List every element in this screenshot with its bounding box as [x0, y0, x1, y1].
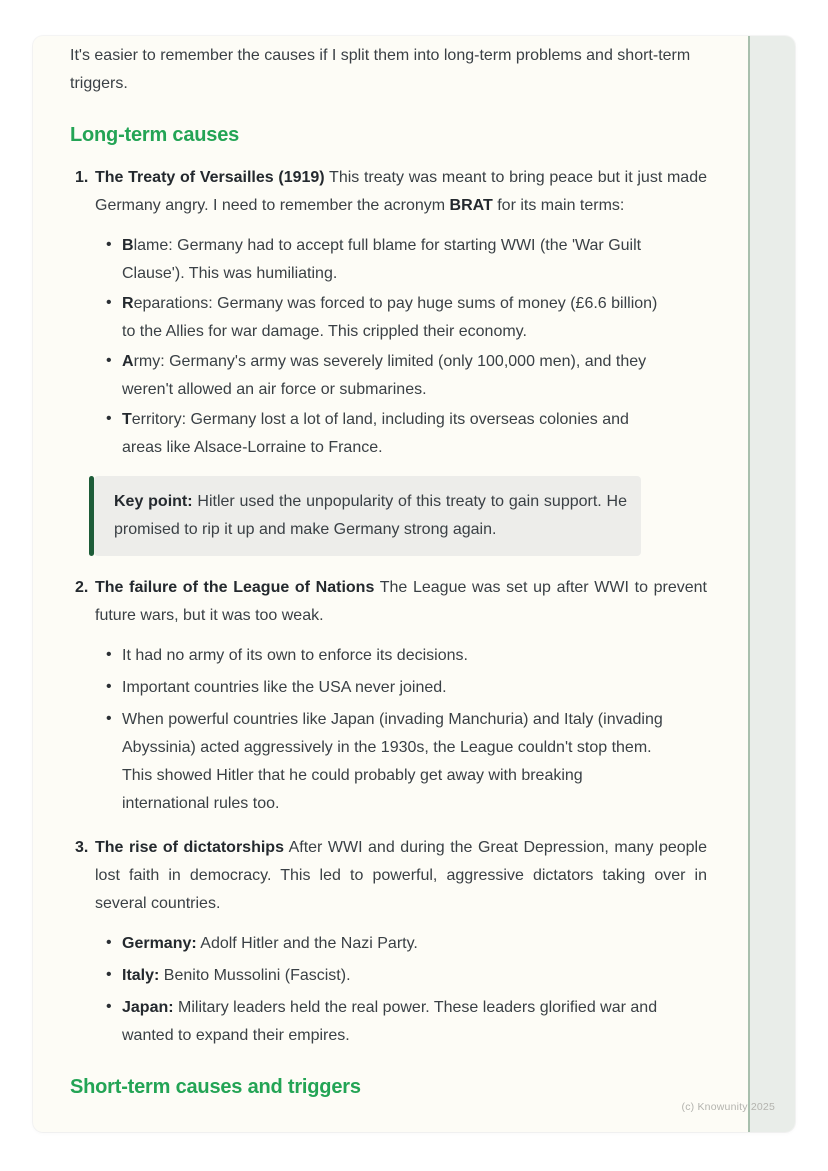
bullet-text: It had no army of its own to enforce its decisions. [122, 647, 468, 664]
document-card [33, 36, 795, 1132]
bullet-lead-bold: Germany: [122, 935, 197, 952]
bullet-lead-bold: T [122, 411, 132, 428]
bullet-dot: • [106, 236, 112, 253]
bullet-lead-bold: Japan: [122, 999, 174, 1016]
bullet-no-army [95, 642, 670, 670]
item-paragraph [95, 574, 707, 630]
bullet-lead-bold: A [122, 353, 134, 370]
item-number: 3. [75, 839, 89, 856]
keypoint-text: Hitler used the unpopularity of this treaty to gain support. He promised to rip it up and make Germany strong again. [114, 493, 627, 538]
list-item-rise-of-dictatorships [70, 834, 730, 1050]
list-item-treaty-of-versailles [70, 164, 730, 556]
bullet-dot: • [106, 410, 112, 427]
acronym-bold: BRAT [449, 197, 493, 214]
item-lead-bold: The Treaty of Versailles (1919) [95, 169, 325, 186]
keypoint-callout [89, 476, 641, 556]
bullet-italy [95, 962, 670, 990]
bullet-territory [95, 406, 670, 462]
item-text: After WWI and during the Great Depression, many people lost faith in democracy. This led to powerful, aggressive dictators taking over in several countries. [95, 839, 708, 912]
bullet-text: Adolf Hitler and the Nazi Party. [196, 935, 418, 952]
bullet-dot: • [106, 352, 112, 369]
bullet-usa-never-joined [95, 674, 670, 702]
bullet-dot: • [106, 998, 112, 1015]
brat-bullet-list [95, 232, 730, 462]
bullet-reparations [95, 290, 670, 346]
document-content [70, 42, 730, 1100]
heading-short-term-causes: Short-term causes and triggers [70, 1076, 361, 1098]
bullet-dot: • [106, 294, 112, 311]
bullet-army [95, 348, 670, 404]
item-lead-bold: The rise of dictatorships [95, 839, 284, 856]
page-side-band [748, 36, 795, 1132]
bullet-japan [95, 994, 670, 1050]
bullet-text: eparations: Germany was forced to pay huge sums of money (£6.6 billion) to the Allies for war damage. This crippled their economy. [122, 295, 658, 340]
keypoint-box [94, 476, 641, 556]
heading-long-term-causes: Long-term causes [70, 124, 240, 146]
bullet-text: Military leaders held the real power. These leaders glorified war and wanted to expand their empires. [122, 999, 658, 1044]
bullet-dot: • [106, 966, 112, 983]
bullet-lead-bold: Italy: [122, 967, 160, 984]
item-lead-bold: The failure of the League of Nations [95, 579, 375, 596]
bullet-dot: • [106, 678, 112, 695]
item-number: 1. [75, 169, 89, 186]
bullet-lead-bold: R [122, 295, 134, 312]
item-text: The League was set up after WWI to prevent future wars, but it was too weak. [95, 579, 707, 624]
bullet-text: rmy: Germany's army was severely limited (only 100,000 men), and they weren't allowed an air force or submarines. [122, 353, 647, 398]
item-number: 2. [75, 579, 89, 596]
bullet-text: erritory: Germany lost a lot of land, including its overseas colonies and areas like Alsace-Lorraine to France. [122, 411, 629, 456]
bullet-text: lame: Germany had to accept full blame for starting WWI (the 'War Guilt Clause'). This was humiliating. [122, 237, 642, 282]
bullet-text: Important countries like the USA never joined. [122, 679, 447, 696]
item-paragraph [95, 834, 707, 918]
dictators-bullet-list [95, 930, 730, 1050]
item-text: for its main terms: [492, 197, 625, 214]
bullet-text: Benito Mussolini (Fascist). [159, 967, 351, 984]
bullet-dot: • [106, 710, 112, 727]
bullet-blame [95, 232, 670, 288]
bullet-dot: • [106, 646, 112, 663]
numbered-list [70, 164, 730, 1050]
bullet-lead-bold: B [122, 237, 134, 254]
bullet-dot: • [106, 934, 112, 951]
bullet-text: When powerful countries like Japan (invading Manchuria) and Italy (invading Abyssinia) acted aggressively in the 1930s, the League couldn't stop them. This showed Hitler that he could probably get away with breaking international rules too. [122, 711, 663, 812]
league-bullet-list [95, 642, 730, 818]
item-paragraph [95, 164, 707, 220]
intro-paragraph: It's easier to remember the causes if I split them into long-term problems and short-term triggers. [70, 47, 691, 92]
item-text: This treaty was meant to bring peace but it just made Germany angry. I need to remember the acronym [95, 169, 707, 214]
bullet-germany [95, 930, 670, 958]
bullet-powerful-countries [95, 706, 670, 818]
keypoint-lead-bold: Key point: [114, 493, 193, 510]
copyright-watermark: (c) Knowunity 2025 [681, 1101, 775, 1113]
list-item-league-of-nations [70, 574, 730, 818]
